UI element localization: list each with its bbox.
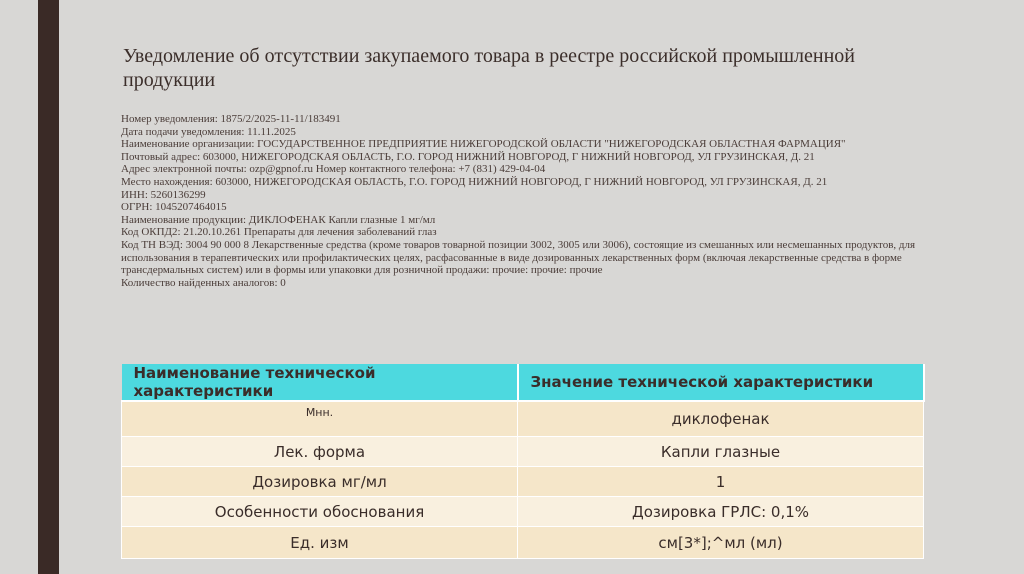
table-row (122, 527, 924, 559)
column-header-value: Значение технической характеристики (518, 364, 924, 401)
accent-bar (38, 0, 59, 574)
column-header-name: Наименование технической характеристики (122, 364, 518, 401)
notice-details (121, 113, 921, 289)
page-title: Уведомление об отсутствии закупаемого товара в реестре российской промышленной продукции (123, 45, 855, 91)
cell-value: 1 (518, 467, 924, 497)
cell-value: см[3*];^мл (мл) (518, 527, 924, 559)
location: Место нахождения: 603000, НИЖЕГОРОДСКАЯ ОБЛАСТЬ, Г.О. ГОРОД НИЖНИЙ НОВГОРОД, Г НИЖНИЙ НОВГОРОД, УЛ ГРУЗИНСКАЯ, Д. 21 (121, 175, 828, 188)
organization-name: Наименование организации: ГОСУДАРСТВЕННОЕ ПРЕДПРИЯТИЕ НИЖЕГОРОДСКОЙ ОБЛАСТИ "НИЖЕГОРОДСКАЯ ОБЛАСТНАЯ ФАРМАЦИЯ" (121, 138, 846, 151)
postal-address: Почтовый адрес: 603000, НИЖЕГОРОДСКАЯ ОБЛАСТЬ, Г.О. ГОРОД НИЖНИЙ НОВГОРОД, Г НИЖНИЙ НОВГОРОД, УЛ ГРУЗИНСКАЯ, Д. 21 (121, 150, 815, 163)
table-row (122, 467, 924, 497)
cell-name: Особенности обоснования (122, 497, 518, 527)
cell-name: Ед. изм (122, 527, 518, 559)
tn-ved-code: Код ТН ВЭД: 3004 90 000 8 Лекарственные средства (кроме товаров товарной позиции 3002, 3005 или 3006), состоящие из смешанных или несмешанных продуктов, для использования в терапевтических или профилактических целях, расфасованные в виде дозированных лекарственных форм (включая лекарственные средства в форме трансдермальных систем) или в формы или упаковки для розничной продажи: прочие: прочие: прочие (121, 238, 916, 277)
okpd2-code: Код ОКПД2: 21.20.10.261 Препараты для лечения заболеваний глаз (121, 226, 437, 239)
analogs-count: Количество найденных аналогов: 0 (121, 276, 286, 289)
table-header-row (122, 364, 924, 401)
inn: ИНН: 5260136299 (121, 188, 206, 201)
table-row (122, 401, 924, 437)
cell-value: Капли глазные (518, 437, 924, 467)
table-row (122, 437, 924, 467)
characteristics-table (121, 364, 925, 559)
cell-value: диклофенак (518, 401, 924, 437)
cell-name: Мнн. (122, 401, 518, 437)
product-name: Наименование продукции: ДИКЛОФЕНАК Капли глазные 1 мг/мл (121, 213, 436, 226)
cell-value: Дозировка ГРЛС: 0,1% (518, 497, 924, 527)
table-row (122, 497, 924, 527)
submission-date: Дата подачи уведомления: 11.11.2025 (121, 125, 296, 138)
cell-name: Дозировка мг/мл (122, 467, 518, 497)
notice-number: Номер уведомления: 1875/2/2025-11-11/183491 (121, 113, 341, 125)
contact-email-phone: Адрес электронной почты: ozp@gpnof.ru Номер контактного телефона: +7 (831) 429-04-04 (121, 163, 546, 176)
ogrn: ОГРН: 1045207464015 (121, 201, 227, 214)
cell-name: Лек. форма (122, 437, 518, 467)
